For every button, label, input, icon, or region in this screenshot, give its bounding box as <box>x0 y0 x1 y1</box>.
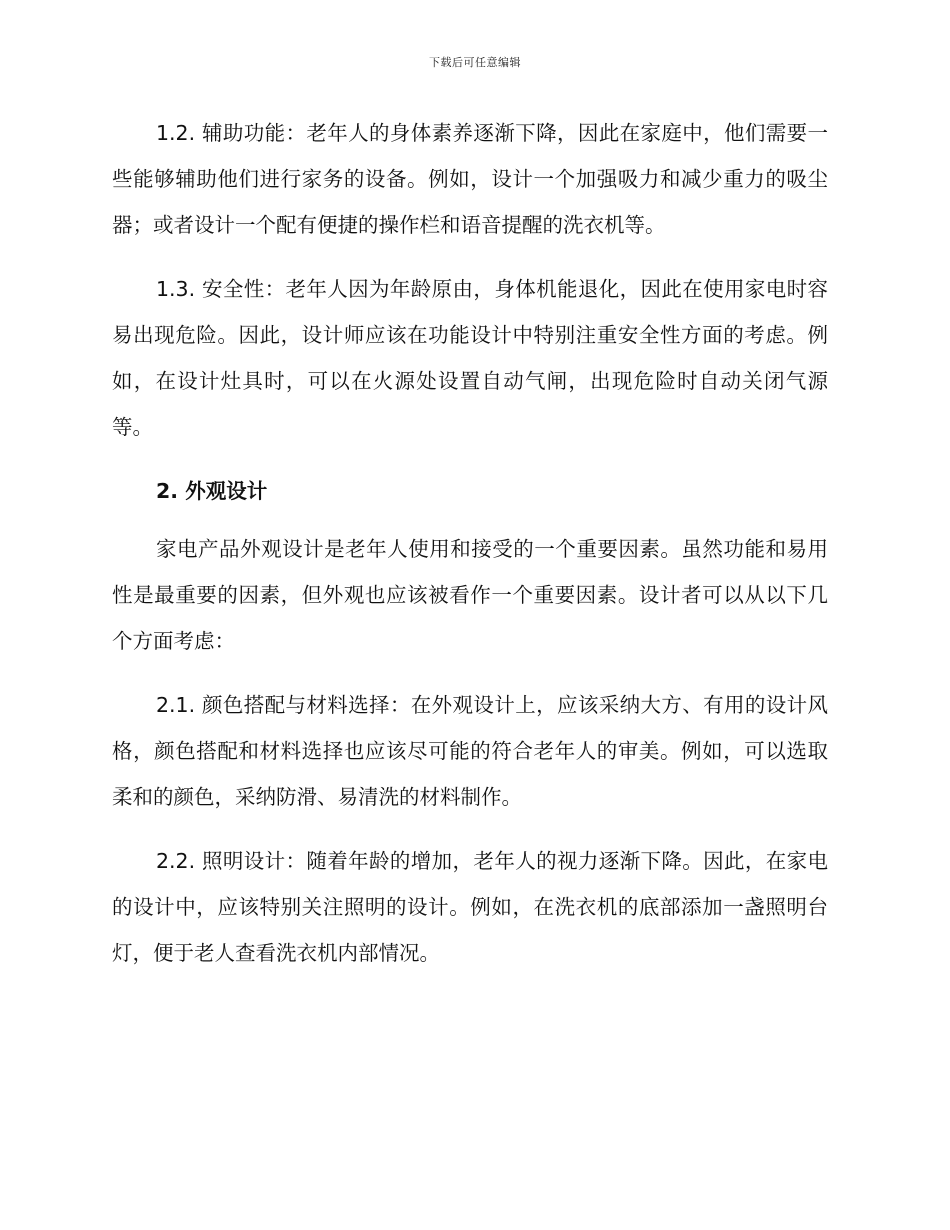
paragraph-2-1: 2.1. 颜色搭配与材料选择：在外观设计上，应该采纳大方、有用的设计风格，颜色搭配和材料选择也应该尽可能的符合老年人的审美。例如，可以选取柔和的颜色，采纳防滑、易清洗的材料制作。 <box>112 693 828 809</box>
paragraph-1-2: 1.2. 辅助功能：老年人的身体素养逐渐下降，因此在家庭中，他们需要一些能够辅助他们进行家务的设备。例如，设计一个加强吸力和减少重力的吸尘器；或者设计一个配有便捷的操作栏和语音提醒的洗衣机等。 <box>112 121 828 237</box>
document-body <box>112 110 828 994</box>
section-heading-2: 2. 外观设计 <box>156 479 268 503</box>
paragraph-2-intro: 家电产品外观设计是老年人使用和接受的一个重要因素。虽然功能和易用性是最重要的因素，但外观也应该被看作一个重要因素。设计者可以从以下几个方面考虑： <box>112 537 828 653</box>
paragraph-1-3: 1.3. 安全性：老年人因为年龄原由，身体机能退化，因此在使用家电时容易出现危险。因此，设计师应该在功能设计中特别注重安全性方面的考虑。例如，在设计灶具时，可以在火源处设置自动气闸，出现危险时自动关闭气源等。 <box>112 277 828 439</box>
paragraph-2-2: 2.2. 照明设计：随着年龄的增加，老年人的视力逐渐下降。因此，在家电的设计中，应该特别关注照明的设计。例如，在洗衣机的底部添加一盏照明台灯，便于老人查看洗衣机内部情况。 <box>112 849 828 965</box>
header-note: 下载后可任意编辑 <box>429 56 521 69</box>
